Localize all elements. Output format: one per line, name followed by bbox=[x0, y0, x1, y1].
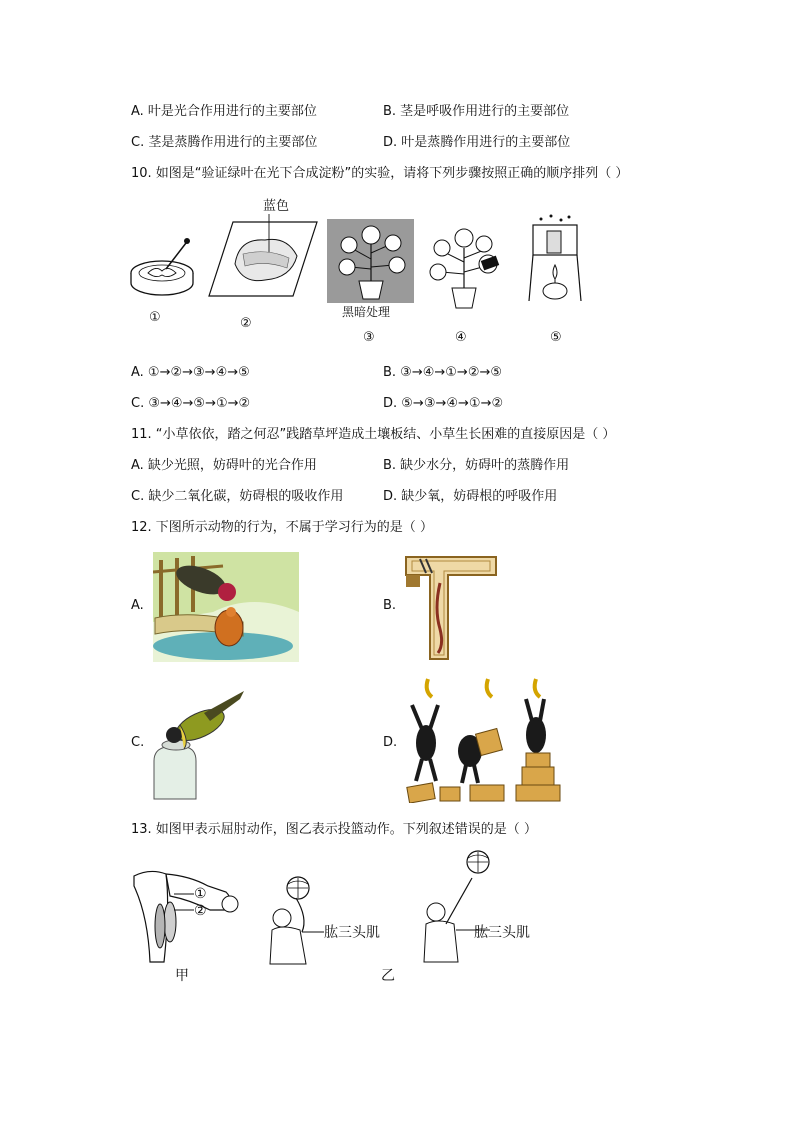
q9-option-d: D. 叶是蒸腾作用进行的主要部位 bbox=[383, 135, 571, 150]
fig-label-5: ⑤ bbox=[550, 330, 562, 345]
label-1: ① bbox=[194, 886, 207, 902]
q13-stem: 13. 如图甲表示屈肘动作，图乙表示投篮动作。下列叙述错误的是（ ） bbox=[131, 822, 537, 837]
q10-option-c: C. ③→④→⑤→①→② bbox=[131, 396, 251, 411]
q10-stem: 10. 如图是“验证绿叶在光下合成淀粉”的实验，请将下列步骤按照正确的顺序排列（ ） bbox=[131, 166, 629, 181]
fig-label-2: ② bbox=[240, 316, 252, 331]
q11-option-b: B. 缺少水分，妨碍叶的蒸腾作用 bbox=[383, 458, 570, 473]
q11-option-c: C. 缺少二氧化碳，妨碍根的吸收作用 bbox=[131, 489, 344, 504]
q12-option-c-label: C. bbox=[131, 735, 145, 750]
q12-stem: 12. 下图所示动物的行为，不属于学习行为的是（ ） bbox=[131, 520, 433, 535]
chimpanzee-bananas-figure bbox=[404, 673, 562, 803]
dark-treatment-figure bbox=[327, 219, 414, 303]
q9-option-c: C. 茎是蒸腾作用进行的主要部位 bbox=[131, 135, 318, 150]
elbow-flexion-figure bbox=[130, 866, 242, 964]
triceps-label-right: 肱三头肌 bbox=[474, 925, 530, 941]
fig-label-4: ④ bbox=[455, 330, 467, 345]
iodine-leaf-figure bbox=[207, 214, 319, 300]
fig-label-3: ③ bbox=[363, 330, 375, 345]
q12-option-a-label: A. bbox=[131, 598, 144, 613]
q12-option-b-label: B. bbox=[383, 598, 397, 613]
q9-option-b: B. 茎是呼吸作用进行的主要部位 bbox=[383, 104, 570, 119]
q11-option-a: A. 缺少光照，妨碍叶的光合作用 bbox=[131, 458, 317, 473]
q12-option-d-label: D. bbox=[383, 735, 398, 750]
water-bath-figure bbox=[527, 213, 583, 305]
shooting-pose-1-figure bbox=[262, 874, 328, 966]
label-2: ② bbox=[194, 903, 207, 919]
covered-leaf-plant-figure bbox=[424, 222, 502, 310]
triceps-label-left: 肱三头肌 bbox=[324, 925, 380, 941]
q10-option-d: D. ⑤→③→④→①→② bbox=[383, 396, 504, 411]
q9-option-a: A. 叶是光合作用进行的主要部位 bbox=[131, 104, 317, 119]
figure-yi-label: 乙 bbox=[381, 968, 395, 984]
q10-option-a: A. ①→②→③→④→⑤ bbox=[131, 365, 250, 380]
t-maze-earthworm-figure bbox=[404, 549, 498, 661]
q11-option-d: D. 缺少氧，妨碍根的呼吸作用 bbox=[383, 489, 558, 504]
figure-jia-label: 甲 bbox=[175, 968, 189, 984]
q10-option-b: B. ③→④→①→②→⑤ bbox=[383, 365, 503, 380]
bird-milk-bottle-figure bbox=[144, 689, 248, 803]
petri-dish-figure bbox=[128, 233, 196, 299]
bird-feeding-fish-figure bbox=[153, 552, 299, 662]
blue-label: 蓝色 bbox=[263, 199, 290, 214]
dark-treatment-label: 黑暗处理 bbox=[342, 305, 391, 319]
shooting-pose-2-figure bbox=[420, 850, 494, 966]
fig-label-1: ① bbox=[149, 310, 161, 325]
q11-stem: 11. “小草依依，踏之何忍”践踏草坪造成土壤板结、小草生长困难的直接原因是（ ） bbox=[131, 427, 616, 442]
